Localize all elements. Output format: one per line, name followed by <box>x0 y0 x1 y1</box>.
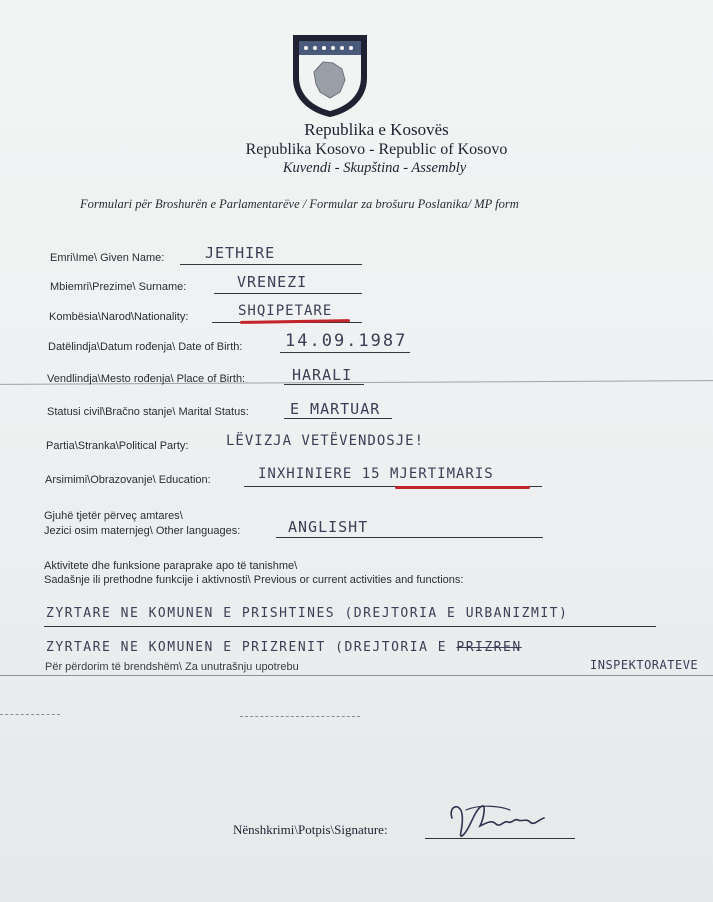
marital-status-label: Statusi civil\Bračno stanje\ Marital Status: <box>47 406 249 418</box>
form-title: Formulari për Broshurën e Parlamentarëve / Formular za brošuru Poslanika/ MP form <box>80 197 519 211</box>
other-languages-label-line2: Jezici osim maternjeg\ Other languages: <box>44 525 241 537</box>
place-of-birth-label: Vendlindja\Mesto rođenja\ Place of Birth: <box>47 373 246 385</box>
given-name-value: JETHIRE <box>205 244 276 262</box>
kosovo-coat-of-arms-icon <box>290 32 370 118</box>
activities-entry-2-main: ZYRTARE NE KOMUNEN E PRIZRENIT (DREJTORIA E <box>46 640 448 655</box>
activities-label-line2: Sadašnje ili prethodne funkcije i aktivnosti\ Previous or current activities and functions: <box>44 574 464 586</box>
education-value: INXHINIERE 15 MJERTIMARIS <box>258 466 494 482</box>
date-of-birth-value: 14.09.1987 <box>285 331 408 351</box>
activities-entry-2-struck: PRIZREN <box>456 640 522 655</box>
header-assembly: Kuvendi - Skupština - Assembly <box>282 160 467 176</box>
dashed-line-left <box>0 714 60 715</box>
marital-status-value: E MARTUAR <box>290 400 381 418</box>
dashed-line-middle <box>240 716 360 717</box>
education-label: Arsimimi\Obrazovanje\ Education: <box>45 474 211 486</box>
handwritten-signature <box>440 796 560 846</box>
given-name-label: Emri\Ime\ Given Name: <box>50 252 165 264</box>
signature-label: Nënshkrimi\Potpis\Signature: <box>233 822 388 837</box>
surname-value: VRENEZI <box>237 273 308 291</box>
header-subtitle: Republika Kosovo - Republic of Kosovo <box>245 141 508 158</box>
date-of-birth-line <box>280 352 410 353</box>
other-languages-line <box>276 537 543 538</box>
other-languages-value: ANGLISHT <box>288 518 369 536</box>
political-party-value: LËVIZJA VETËVENDOSJE! <box>226 433 425 449</box>
nationality-label: Kombësia\Narod\Nationality: <box>49 311 189 323</box>
internal-use-line <box>0 675 713 676</box>
surname-line <box>214 293 362 294</box>
header-title: Republika e Kosovës <box>304 120 449 139</box>
place-of-birth-line <box>284 384 364 385</box>
activities-entry-2-continued: INSPEKTORATEVE <box>590 658 699 672</box>
political-party-label: Partia\Stranka\Political Party: <box>46 440 189 452</box>
place-of-birth-value: HARALI <box>292 366 353 384</box>
activities-entry-2 <box>46 640 522 655</box>
activities-label-line1: Aktivitete dhe funksione paraprake apo të tanishme\ <box>44 560 298 572</box>
date-of-birth-label: Datëlindja\Datum rođenja\ Date of Birth: <box>48 341 243 353</box>
marital-status-line <box>284 418 392 419</box>
activities-entry-1: ZYRTARE NE KOMUNEN E PRISHTINES (DREJTORIA E URBANIZMIT) <box>46 606 569 621</box>
internal-use-label: Për përdorim të brendshëm\ Za unutrašnju upotrebu <box>45 661 299 673</box>
given-name-line <box>180 264 362 265</box>
other-languages-label-line1: Gjuhë tjetër përveç amtares\ <box>44 510 183 522</box>
activities-line-1 <box>44 626 656 627</box>
surname-label: Mbiemri\Prezime\ Surname: <box>50 281 187 293</box>
nationality-value: SHQIPETARE <box>238 303 333 319</box>
education-red-underline <box>395 486 530 489</box>
nationality-red-underline <box>240 319 350 324</box>
